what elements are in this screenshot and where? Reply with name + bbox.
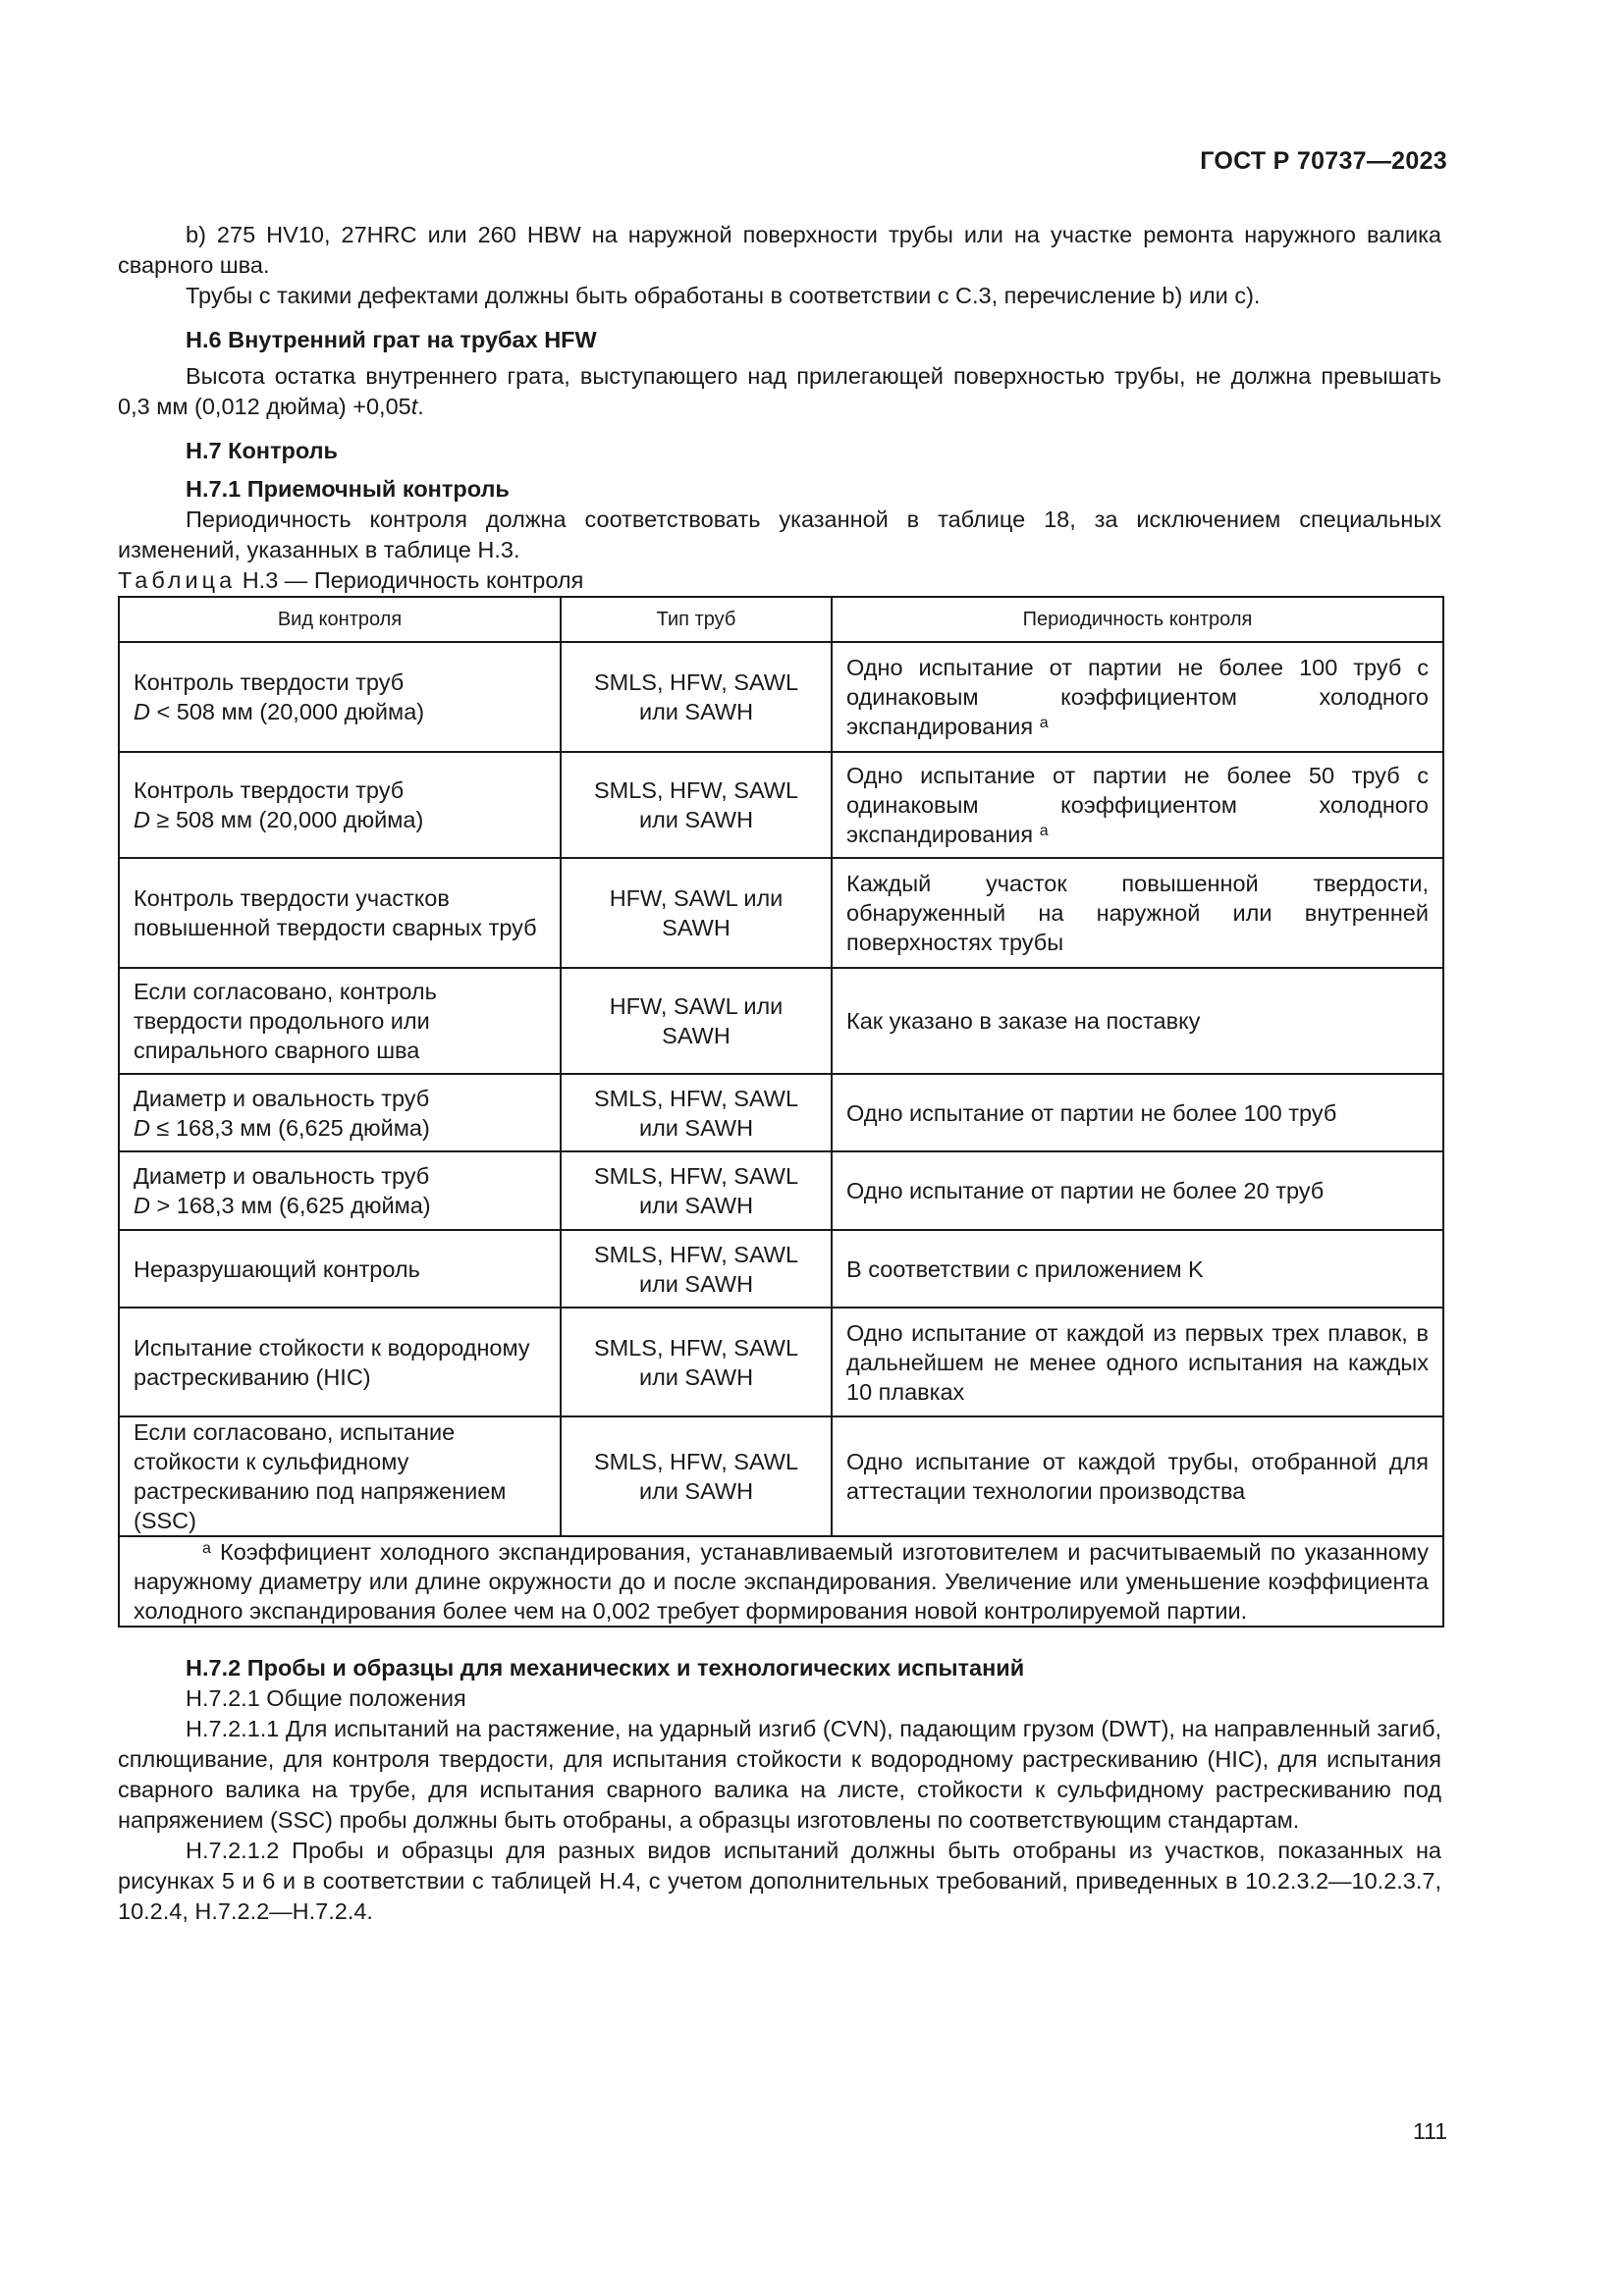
- table-row: [119, 1230, 1443, 1308]
- header-period: Периодичность контроля: [832, 597, 1443, 642]
- cell-period: Каждый участок повышенной твердости, обнаруженный на наружной или внутренней поверхностях трубы: [832, 858, 1443, 968]
- table-row: [119, 642, 1443, 752]
- cell-period: Одно испытание от партии не более 50 труб с одинаковым коэффициентом холодного экспандирования $^a$: [832, 752, 1443, 858]
- section-h721-title: H.7.2.1 Общие положения: [186, 1685, 466, 1711]
- inspection-frequency-table: [118, 596, 1444, 1628]
- cell-type: SMLS, HFW, SAWL или SAWH: [561, 642, 832, 752]
- cell-kind: Испытание стойкости к водородному растрескиванию (HIC): [119, 1308, 561, 1416]
- table-row: [119, 858, 1443, 968]
- section-h72-title: H.7.2 Пробы и образцы для механических и технологических испытаний: [186, 1655, 1025, 1681]
- page-number: 111: [1413, 2118, 1447, 2144]
- list-item-b-note: Трубы с такими дефектами должны быть обработаны в соответствии с С.3, перечисление b) или c).: [186, 283, 1261, 308]
- table-row: [119, 1416, 1443, 1536]
- cell-type: SMLS, HFW, SAWL или SAWH: [561, 1308, 832, 1416]
- cell-period: Одно испытание от партии не более 100 труб: [832, 1074, 1443, 1151]
- cell-type: SMLS, HFW, SAWL или SAWH: [561, 752, 832, 858]
- footnote-ref: a: [1039, 823, 1049, 839]
- cell-type: SMLS, HFW, SAWL или SAWH: [561, 1074, 832, 1151]
- cell-kind: Контроль твердости труб D < 508 мм (20,000 дюйма): [119, 642, 561, 752]
- table-row: [119, 968, 1443, 1074]
- section-h71-text: Периодичность контроля должна соответствовать указанной в таблице 18, за исключением специальных изменений, указанных в таблице H.3.: [118, 507, 1441, 562]
- table-row: [119, 1074, 1443, 1151]
- section-h7212-text: H.7.2.1.2 Пробы и образцы для разных видов испытаний должны быть отобраны из участков, показанных на рисунках 5 и 6 и в соответствии с таблицей H.4, с учетом дополнительных требований, приведенных в 10.2.3.2—10.2.3.7, 10.2.4, H.7.2.2—H.7.2.4.: [118, 1838, 1441, 1924]
- cell-type: SMLS, HFW, SAWL или SAWH: [561, 1230, 832, 1308]
- table-row: [119, 1151, 1443, 1230]
- cell-type: HFW, SAWL или SAWH: [561, 858, 832, 968]
- footnote-mark: a: [202, 1540, 211, 1557]
- header-kind: Вид контроля: [119, 597, 561, 642]
- variable-t: t: [410, 394, 418, 419]
- footnote-ref: a: [1039, 715, 1049, 731]
- cell-kind: Диаметр и овальность труб D ≤ 168,3 мм (6,625 дюйма): [119, 1074, 561, 1151]
- cell-period: Одно испытание от каждой из первых трех плавок, в дальнейшем не менее одного испытания на каждых 10 плавках: [832, 1308, 1443, 1416]
- cell-type: SMLS, HFW, SAWL или SAWH: [561, 1151, 832, 1230]
- cell-kind: Диаметр и овальность труб D > 168,3 мм (6,625 дюйма): [119, 1151, 561, 1230]
- section-h7-title: H.7 Контроль: [186, 438, 338, 463]
- table-footnote-row: [119, 1536, 1443, 1627]
- cell-kind: Если согласовано, испытание стойкости к сульфидному растрескиванию под напряжением (SSC): [119, 1416, 561, 1536]
- header-type: Тип труб: [561, 597, 832, 642]
- cell-period: Одно испытание от каждой трубы, отобранной для аттестации технологии производства: [832, 1416, 1443, 1536]
- table-caption: Таблица H.3 — Периодичность контроля: [118, 567, 584, 593]
- cell-period: Как указано в заказе на поставку: [832, 968, 1443, 1074]
- cell-period: Одно испытание от партии не более 20 труб: [832, 1151, 1443, 1230]
- page-content: [118, 220, 1441, 1927]
- section-h71-title: H.7.1 Приемочный контроль: [186, 476, 510, 502]
- cell-kind: Если согласовано, контроль твердости продольного или спирального сварного шва: [119, 968, 561, 1074]
- cell-period: Одно испытание от партии не более 100 труб с одинаковым коэффициентом холодного экспандирования $^a$: [832, 642, 1443, 752]
- cell-type: SMLS, HFW, SAWL или SAWH: [561, 1416, 832, 1536]
- cell-kind: Неразрушающий контроль: [119, 1230, 561, 1308]
- table-footnote: $^a$ Коэффициент холодного экспандирования, устанавливаемый изготовителем и расчитываемый по указанному наружному диаметру или длине окружности до и после экспандирования. Увеличение или уменьшение коэффициента холодного экспандирования более чем на 0,002 требует формирования новой контролируемой партии.: [119, 1536, 1443, 1627]
- cell-kind: Контроль твердости участков повышенной твердости сварных труб: [119, 858, 561, 968]
- cell-period: В соответствии с приложением K: [832, 1230, 1443, 1308]
- list-item-b: b) 275 HV10, 27HRC или 260 HBW на наружной поверхности трубы или на участке ремонта наружного валика сварного шва.: [118, 222, 1441, 278]
- standard-designation: ГОСТ Р 70737—2023: [1200, 147, 1447, 175]
- section-h6-text: Высота остатка внутреннего грата, выступающего над прилегающей поверхностью трубы, не должна превышать 0,3 мм (0,012 дюйма) +0,05t.: [118, 363, 1441, 419]
- table-header-row: [119, 597, 1443, 642]
- table-row: [119, 1308, 1443, 1416]
- cell-kind: Контроль твердости труб D ≥ 508 мм (20,000 дюйма): [119, 752, 561, 858]
- section-h7211-text: H.7.2.1.1 Для испытаний на растяжение, на ударный изгиб (CVN), падающим грузом (DWT), на направленный загиб, сплющивание, для контроля твердости, для испытания стойкости к водородному растрескиванию (HIC), для испытания сварного валика на трубе, для испытания сварного валика на листе, стойкости к сульфидному растрескиванию под напряжением (SSC) пробы должны быть отобраны, а образцы изготовлены по соответствующим стандартам.: [118, 1716, 1441, 1833]
- table-row: [119, 752, 1443, 858]
- section-h6-title: H.6 Внутренний грат на трубах HFW: [186, 327, 597, 352]
- cell-type: HFW, SAWL или SAWH: [561, 968, 832, 1074]
